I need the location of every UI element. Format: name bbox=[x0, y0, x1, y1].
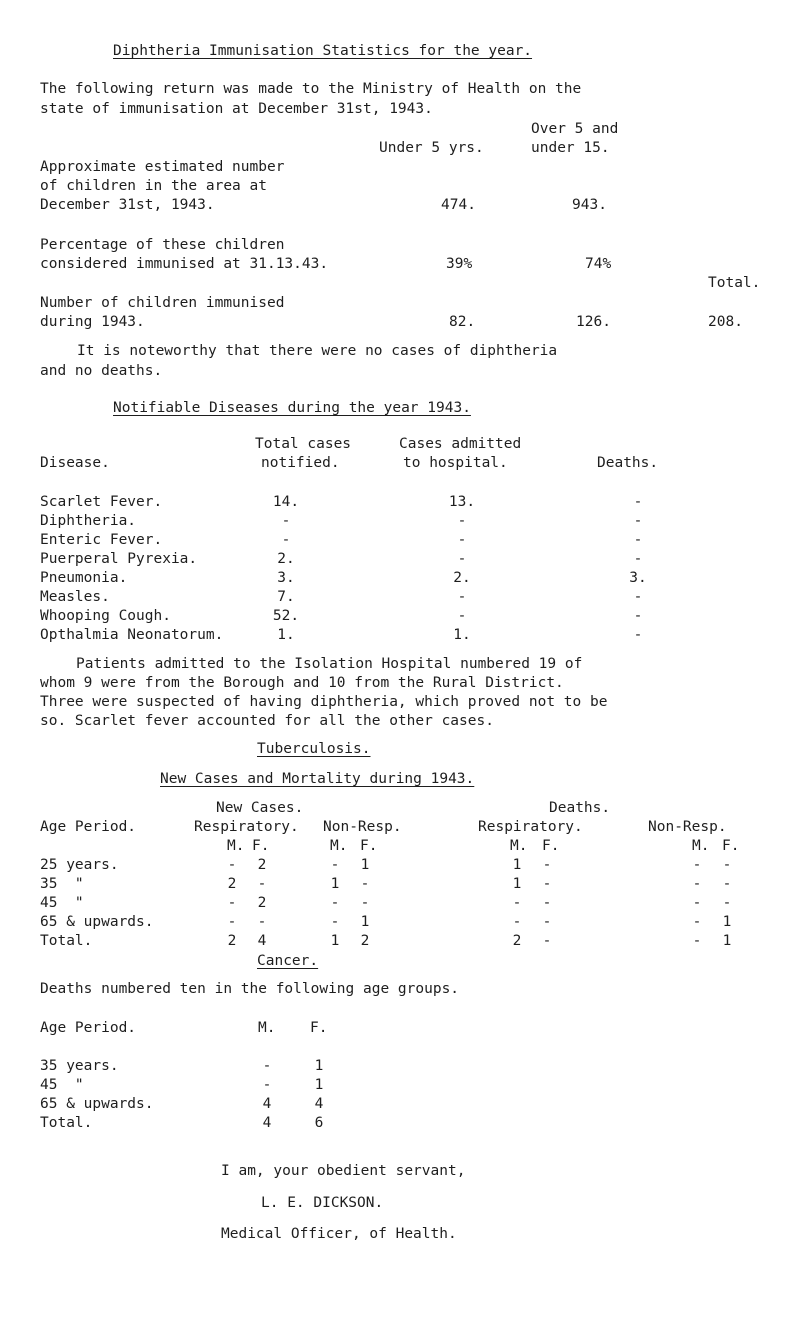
table-cell: - bbox=[542, 857, 552, 873]
table-cell: - bbox=[722, 895, 732, 911]
cancer-intro: Deaths numbered ten in the following age groups. bbox=[40, 981, 460, 997]
table-row-deaths: - bbox=[633, 513, 643, 529]
table-row-age: 65 & upwards. bbox=[40, 1096, 154, 1112]
col-header-under5: Under 5 yrs. bbox=[379, 140, 484, 156]
isolation-line-3: Three were suspected of having diphtheria, which proved not to be bbox=[40, 694, 608, 710]
table-row-deaths: - bbox=[633, 551, 643, 567]
table-cell: - bbox=[542, 876, 552, 892]
table-row-disease: Whooping Cough. bbox=[40, 608, 171, 624]
table-cell: - bbox=[360, 895, 370, 911]
note-line-2: and no deaths. bbox=[40, 363, 163, 379]
col-header-under15: under 15. bbox=[531, 140, 610, 156]
notifiable-col-disease: Disease. bbox=[40, 455, 110, 471]
table-row-disease: Puerperal Pyrexia. bbox=[40, 551, 198, 567]
tb-col-age: Age Period. bbox=[40, 819, 137, 835]
table-cell: - bbox=[542, 895, 552, 911]
table-row-age: 25 years. bbox=[40, 857, 119, 873]
isolation-line-2: whom 9 were from the Borough and 10 from the Rural District. bbox=[40, 675, 564, 691]
tb-col-deaths-resp: Respiratory. bbox=[478, 819, 583, 835]
table-cell: - bbox=[722, 857, 732, 873]
tb-col-deaths: Deaths. bbox=[549, 800, 611, 816]
table-cell: 2 bbox=[512, 933, 522, 949]
table-cell-f: 1 bbox=[314, 1058, 324, 1074]
table-row-notified: 7. bbox=[277, 589, 295, 605]
cancer-heading: Cancer. bbox=[257, 953, 319, 969]
table-row-deaths: - bbox=[633, 494, 643, 510]
table-row-disease: Measles. bbox=[40, 589, 110, 605]
tb-col-m: M. bbox=[510, 838, 528, 854]
row-immunised-under5: 82. bbox=[449, 314, 476, 330]
isolation-line-1: Patients admitted to the Isolation Hospital numbered 19 of bbox=[76, 656, 583, 672]
table-cell: - bbox=[512, 914, 522, 930]
table-cell: - bbox=[692, 876, 702, 892]
row-estimated-label-2: of children in the area at bbox=[40, 178, 267, 194]
tuberculosis-subheading: New Cases and Mortality during 1943. bbox=[160, 771, 475, 787]
table-row-age: 45 " bbox=[40, 1077, 84, 1093]
tb-col-f: F. bbox=[360, 838, 378, 854]
table-cell-m: 4 bbox=[262, 1096, 272, 1112]
table-cell-m: - bbox=[262, 1077, 272, 1093]
table-cell: - bbox=[227, 857, 237, 873]
table-cell: - bbox=[692, 857, 702, 873]
table-cell: - bbox=[542, 933, 552, 949]
row-estimated-label-3: December 31st, 1943. bbox=[40, 197, 215, 213]
table-row-deaths: - bbox=[633, 627, 643, 643]
tb-col-f: F. bbox=[722, 838, 740, 854]
signature-role: Medical Officer, of Health. bbox=[221, 1226, 457, 1242]
cancer-col-f: F. bbox=[310, 1020, 328, 1036]
notifiable-heading: Notifiable Diseases during the year 1943. bbox=[113, 400, 471, 416]
table-row-notified: 2. bbox=[277, 551, 295, 567]
closing-line: I am, your obedient servant, bbox=[221, 1163, 466, 1179]
table-cell: 2 bbox=[257, 857, 267, 873]
row-percentage-under5: 39% bbox=[446, 256, 473, 272]
row-percentage-over5: 74% bbox=[585, 256, 612, 272]
table-cell: - bbox=[692, 895, 702, 911]
notifiable-col-admitted-2: to hospital. bbox=[403, 455, 508, 471]
table-cell: - bbox=[227, 914, 237, 930]
table-cell: - bbox=[360, 876, 370, 892]
table-cell: 1 bbox=[330, 933, 340, 949]
table-row-notified: 3. bbox=[277, 570, 295, 586]
notifiable-col-total-2: notified. bbox=[261, 455, 340, 471]
table-cell: - bbox=[692, 914, 702, 930]
tb-col-m: M. bbox=[227, 838, 245, 854]
tb-col-new-resp: Respiratory. bbox=[194, 819, 299, 835]
table-row-notified: - bbox=[281, 513, 291, 529]
cancer-col-age: Age Period. bbox=[40, 1020, 137, 1036]
isolation-line-4: so. Scarlet fever accounted for all the other cases. bbox=[40, 713, 494, 729]
tb-col-deaths-nonresp: Non-Resp. bbox=[648, 819, 727, 835]
table-row-deaths: 3. bbox=[629, 570, 647, 586]
table-cell-m: - bbox=[262, 1058, 272, 1074]
table-cell: 1 bbox=[722, 914, 732, 930]
table-row-admitted: 1. bbox=[453, 627, 471, 643]
row-percentage-label-2: considered immunised at 31.13.43. bbox=[40, 256, 329, 272]
table-row-deaths: - bbox=[633, 532, 643, 548]
table-cell: 1 bbox=[360, 857, 370, 873]
row-percentage-label-1: Percentage of these children bbox=[40, 237, 285, 253]
table-row-disease: Opthalmia Neonatorum. bbox=[40, 627, 224, 643]
table-row-notified: 1. bbox=[277, 627, 295, 643]
table-row-admitted: 13. bbox=[448, 494, 476, 510]
tb-col-new-cases: New Cases. bbox=[216, 800, 304, 816]
table-row-age: 45 " bbox=[40, 895, 84, 911]
table-cell: 2 bbox=[360, 933, 370, 949]
table-row-notified: 52. bbox=[272, 608, 300, 624]
notifiable-col-total-1: Total cases bbox=[255, 436, 352, 452]
table-row-age: 65 & upwards. bbox=[40, 914, 154, 930]
col-header-total: Total. bbox=[708, 275, 761, 291]
table-cell-f: 6 bbox=[314, 1115, 324, 1131]
table-cell: - bbox=[330, 914, 340, 930]
table-cell-m: 4 bbox=[262, 1115, 272, 1131]
table-row-admitted: - bbox=[457, 532, 467, 548]
notifiable-col-admitted-1: Cases admitted bbox=[399, 436, 522, 452]
table-row-deaths: - bbox=[633, 608, 643, 624]
page-title: Diphtheria Immunisation Statistics for the year. bbox=[113, 43, 533, 59]
tuberculosis-heading: Tuberculosis. bbox=[257, 741, 371, 757]
table-cell: - bbox=[692, 933, 702, 949]
cancer-col-m: M. bbox=[258, 1020, 276, 1036]
table-cell: 4 bbox=[257, 933, 267, 949]
col-header-over5: Over 5 and bbox=[531, 121, 619, 137]
table-cell: 2 bbox=[227, 876, 237, 892]
table-cell: 1 bbox=[360, 914, 370, 930]
table-row-deaths: - bbox=[633, 589, 643, 605]
row-immunised-total: 208. bbox=[708, 314, 743, 330]
table-cell: - bbox=[542, 914, 552, 930]
table-cell: - bbox=[512, 895, 522, 911]
row-immunised-over5: 126. bbox=[576, 314, 611, 330]
table-cell: 1 bbox=[512, 876, 522, 892]
table-cell: - bbox=[227, 895, 237, 911]
table-row-disease: Diphtheria. bbox=[40, 513, 137, 529]
tb-col-f: F. bbox=[542, 838, 560, 854]
table-row-admitted: - bbox=[457, 513, 467, 529]
table-cell: 2 bbox=[227, 933, 237, 949]
row-estimated-label-1: Approximate estimated number bbox=[40, 159, 285, 175]
table-cell: - bbox=[722, 876, 732, 892]
row-immunised-label-2: during 1943. bbox=[40, 314, 145, 330]
table-row-disease: Pneumonia. bbox=[40, 570, 128, 586]
table-row-notified: 14. bbox=[272, 494, 300, 510]
table-row-disease: Scarlet Fever. bbox=[40, 494, 163, 510]
table-row-notified: - bbox=[281, 532, 291, 548]
table-row-admitted: - bbox=[457, 608, 467, 624]
table-cell: - bbox=[257, 914, 267, 930]
intro-line-1: The following return was made to the Ministry of Health on the bbox=[40, 81, 582, 97]
table-cell: 2 bbox=[257, 895, 267, 911]
row-immunised-label-1: Number of children immunised bbox=[40, 295, 285, 311]
intro-line-2: state of immunisation at December 31st, 1943. bbox=[40, 101, 433, 117]
table-row-disease: Enteric Fever. bbox=[40, 532, 163, 548]
table-cell: 1 bbox=[722, 933, 732, 949]
table-row-age: 35 " bbox=[40, 876, 84, 892]
tb-col-new-nonresp: Non-Resp. bbox=[323, 819, 402, 835]
table-cell: - bbox=[257, 876, 267, 892]
note-line-1: It is noteworthy that there were no cases of diphtheria bbox=[77, 343, 558, 359]
row-estimated-over5: 943. bbox=[572, 197, 607, 213]
signature-name: L. E. DICKSON. bbox=[261, 1195, 384, 1211]
tb-col-m: M. bbox=[330, 838, 348, 854]
tb-col-m: M. bbox=[692, 838, 710, 854]
table-cell: 1 bbox=[512, 857, 522, 873]
table-row-admitted: - bbox=[457, 551, 467, 567]
table-row-admitted: 2. bbox=[453, 570, 471, 586]
table-cell: - bbox=[330, 857, 340, 873]
table-row-admitted: - bbox=[457, 589, 467, 605]
row-estimated-under5: 474. bbox=[441, 197, 476, 213]
table-cell: - bbox=[330, 895, 340, 911]
tb-col-f: F. bbox=[252, 838, 270, 854]
table-row-age: 35 years. bbox=[40, 1058, 119, 1074]
notifiable-col-deaths: Deaths. bbox=[597, 455, 659, 471]
table-row-age: Total. bbox=[40, 933, 93, 949]
table-row-age: Total. bbox=[40, 1115, 93, 1131]
table-cell-f: 1 bbox=[314, 1077, 324, 1093]
table-cell-f: 4 bbox=[314, 1096, 324, 1112]
table-cell: 1 bbox=[330, 876, 340, 892]
